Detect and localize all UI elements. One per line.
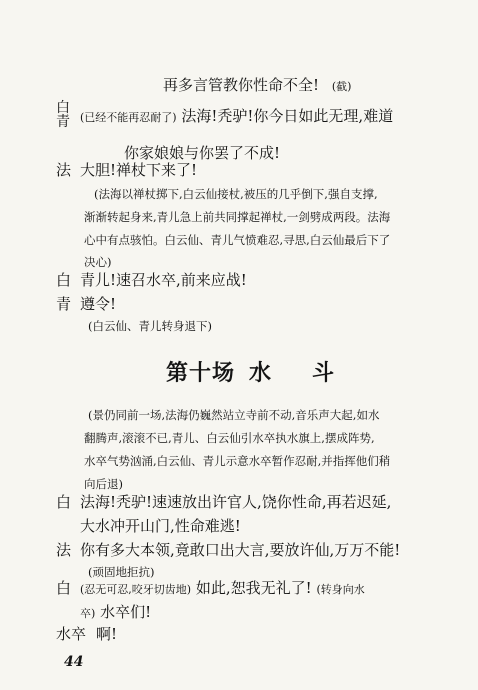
line-20 (80, 578, 365, 600)
speaker-bai: 白 (56, 493, 72, 511)
line-16: 法海!秃驴!速速放出许官人,饶你性命,再若迟延, (80, 493, 392, 511)
page-number: 44 (64, 654, 84, 670)
line-10: 遵令! (80, 295, 117, 313)
line-4: 大胆!禅杖下来了! (80, 161, 198, 179)
scene-title (166, 356, 335, 387)
speaker-qing: 青 (56, 295, 72, 313)
stage-direction-line: 水卒气势汹涌,白云仙、青儿示意水卒暂作忍耐,并指挥他们稍 (84, 454, 391, 468)
line-22: 啊! (96, 625, 118, 643)
stage-note: (忍无可忍,咬牙切齿地) (80, 583, 192, 596)
stage-direction-line: 渐渐转起身来,青儿急上前共同撑起禅杖,一剑劈成两段。法海 (84, 210, 391, 224)
line-3: 你家娘娘与你罢了不成! (124, 144, 281, 162)
stage-direction-line: 决心) (84, 255, 112, 269)
line-1 (163, 75, 351, 97)
line-21 (80, 602, 151, 624)
stage-note: 卒) (80, 607, 96, 620)
stage-direction-line: 心中有点骇怕。白云仙、青儿气愤难忍,寻思,白云仙最后下了 (84, 233, 391, 247)
stage-direction-line: 向后退) (84, 477, 123, 491)
dialogue-text: 再多言管教你性命不全! (163, 76, 320, 94)
stage-note: (转身向水 (316, 583, 365, 596)
dialogue-text: 法海!秃驴!你今日如此无理,难道 (181, 107, 394, 125)
speaker-bai: 白 (56, 579, 72, 597)
speaker-bai-qing (56, 101, 74, 129)
stage-note: (截) (331, 80, 352, 93)
line-9: 青儿!速召水卒,前来应战! (80, 271, 247, 289)
speaker-fa: 法 (56, 161, 72, 179)
scene-name-part: 斗 (312, 360, 336, 386)
stage-direction-line: 翻腾声,滚滚不已,青儿、白云仙引水卒执水旗上,摆成阵势, (84, 431, 375, 445)
speaker-fa: 法 (56, 541, 72, 559)
stage-direction-line: (景仍同前一场,法海仍巍然站立寺前不动,音乐声大起,如水 (88, 408, 380, 422)
stage-direction-line: (法海以禅杖掷下,白云仙接杖,被压的几乎倒下,强自支撑, (94, 187, 378, 201)
stage-note: (已经不能再忍耐了) (80, 111, 177, 124)
stage-direction-line: (顽固地拒抗) (88, 565, 155, 579)
speaker-bai-label: 白 (56, 100, 70, 116)
scene-number: 第十场 (166, 360, 236, 386)
scene-name-part: 水 (249, 360, 273, 386)
speaker-shuizu: 水卒 (56, 625, 87, 643)
dialogue-text: 如此,恕我无礼了! (195, 579, 312, 597)
dialogue-text: 水卒们! (100, 603, 152, 621)
speaker-bai: 白 (56, 271, 72, 289)
stage-direction-line: (白云仙、青儿转身退下) (88, 319, 212, 333)
line-18: 你有多大本领,竟敢口出大言,要放许仙,万万不能! (80, 541, 401, 559)
line-2 (80, 106, 393, 128)
line-17: 大水冲开山门,性命难逃! (80, 517, 241, 535)
speaker-qing-label: 青 (56, 114, 70, 130)
